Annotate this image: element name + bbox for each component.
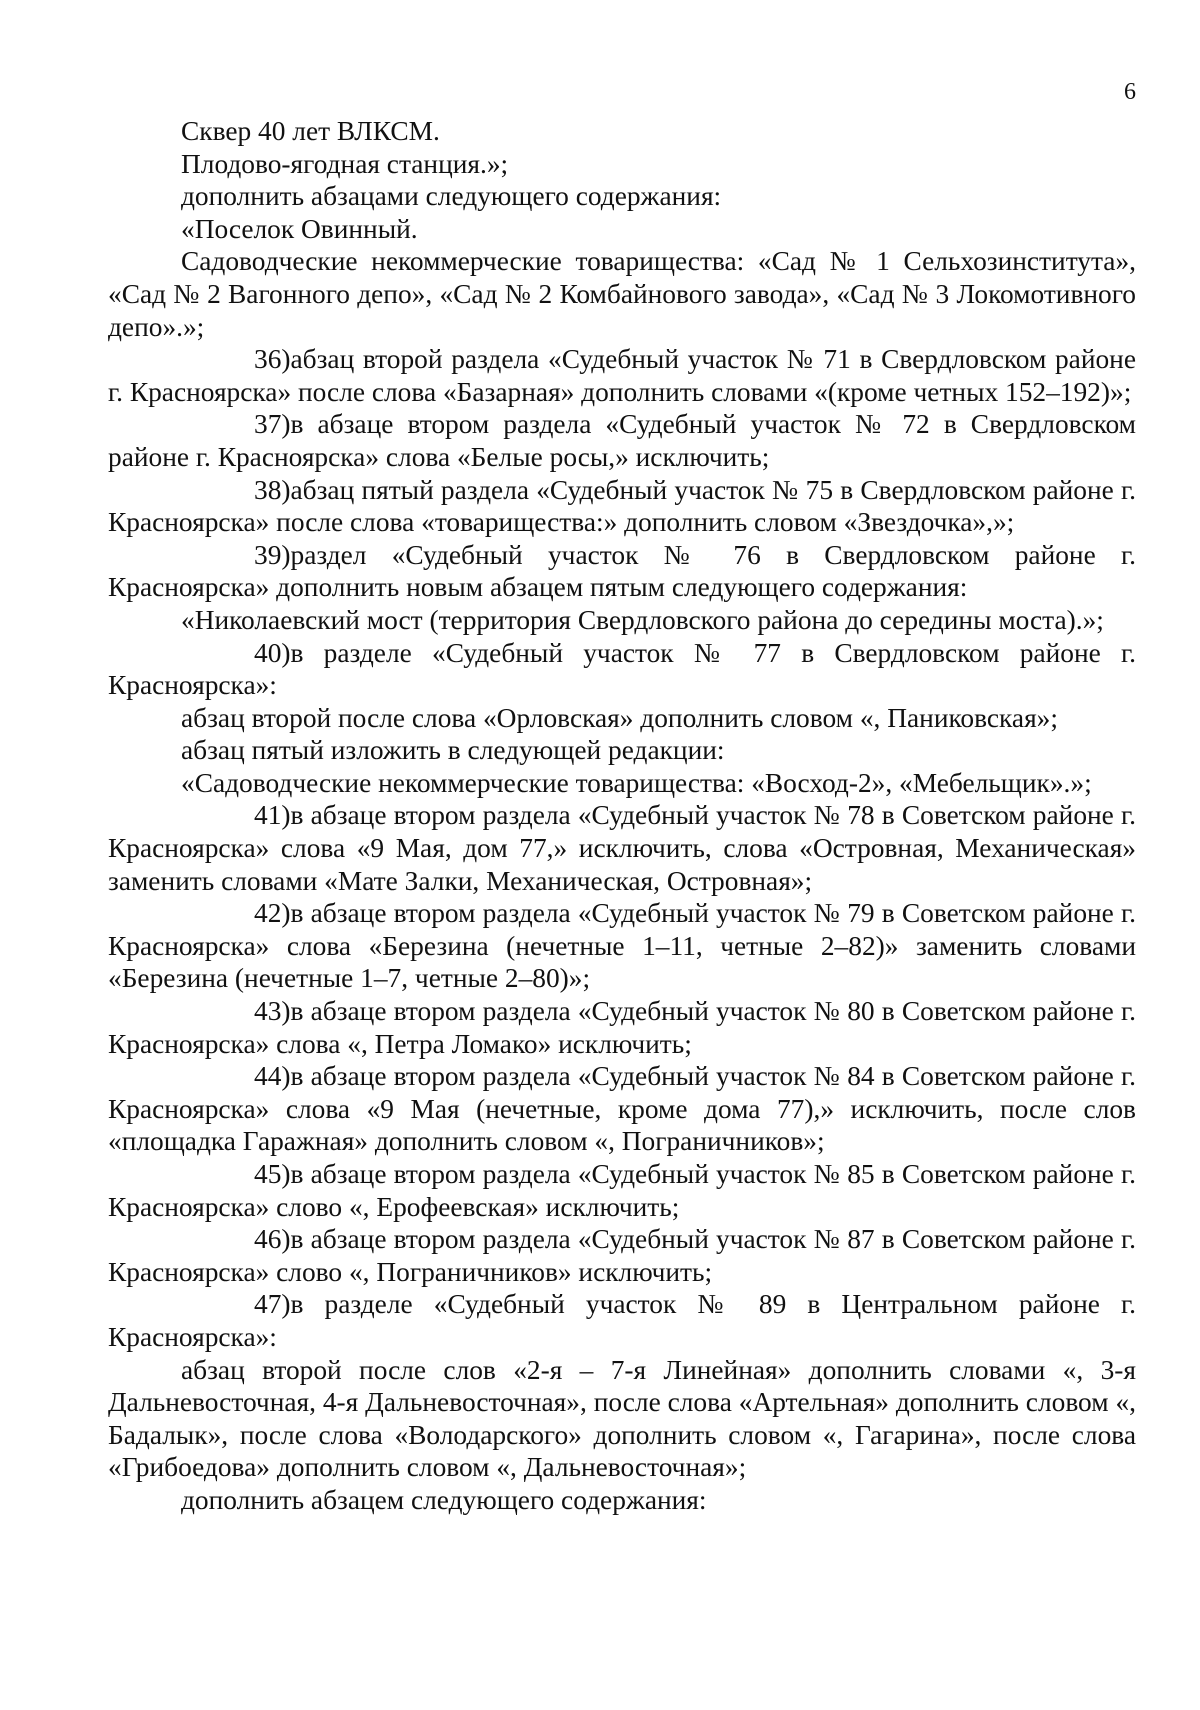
numbered-paragraph — [108, 637, 1136, 702]
item-number: 38) — [254, 474, 291, 505]
numbered-paragraph — [108, 995, 1136, 1060]
numbered-paragraph — [108, 1158, 1136, 1223]
paragraph-text: «Николаевский мост (территория Свердловского района до середины моста).»; — [181, 604, 1104, 635]
paragraph — [108, 702, 1136, 735]
item-number: 47) — [254, 1289, 291, 1320]
numbered-paragraph — [108, 1288, 1136, 1353]
item-number: 46) — [254, 1224, 291, 1255]
item-number: 37) — [254, 409, 291, 440]
paragraph-text: абзац второй после слова «Орловская» дополнить словом «, Паниковская»; — [181, 702, 1058, 733]
numbered-paragraph — [108, 408, 1136, 473]
paragraph-text: Сквер 40 лет ВЛКСМ. — [181, 116, 440, 146]
item-number: 36) — [254, 344, 291, 375]
numbered-paragraph — [108, 1223, 1136, 1288]
paragraph-text: в разделе «Судебный участок № 89 в Центральном районе г. Красноярска»: — [108, 1289, 1136, 1352]
item-number: 43) — [254, 996, 291, 1027]
paragraph-text: в абзаце втором раздела «Судебный участок № 84 в Советском районе г. Красноярска» слова «9 Мая (нечетные, кроме дома 77),» исключить, после слов «площадка Гаражная» дополнить словом «, Пограничников»; — [108, 1061, 1136, 1157]
paragraph-text: в разделе «Судебный участок № 77 в Свердловском районе г. Красноярска»: — [108, 637, 1136, 701]
numbered-paragraph — [108, 539, 1136, 604]
item-number: 41) — [254, 800, 291, 831]
paragraph-text: абзац второй после слов «2-я – 7-я Линейная» дополнить словами «, 3-я Дальневосточная, 4-я Дальневосточная», после слова «Артельная» дополнить словом «, Бадалык», после слова «Володарского» дополнить словом «, Гагарина», после слова «Грибоедова» дополнить словом «, Дальневосточная»; — [108, 1354, 1136, 1483]
paragraph-text: в абзаце втором раздела «Судебный участок № 87 в Советском районе г. Красноярска» слово «, Пограничников» исключить; — [108, 1224, 1136, 1287]
numbered-paragraph — [108, 1060, 1136, 1158]
paragraph-text: абзац второй раздела «Судебный участок № 71 в Свердловском районе г. Красноярска» после слова «Базарная» дополнить словами «(кроме четных 152–192)»; — [108, 344, 1136, 407]
item-number: 40) — [254, 637, 291, 668]
item-number: 39) — [254, 539, 291, 570]
document-body — [108, 115, 1136, 1517]
item-number: 45) — [254, 1159, 291, 1189]
paragraph-text: Плодово-ягодная станция.»; — [181, 148, 509, 179]
paragraph-text: в абзаце втором раздела «Судебный участок № 80 в Советском районе г. Красноярска» слова «, Петра Ломако» исключить; — [108, 996, 1136, 1059]
paragraph — [108, 767, 1136, 800]
paragraph-text: «Поселок Овинный. — [181, 213, 418, 244]
paragraph-text: дополнить абзацами следующего содержания: — [181, 181, 722, 212]
paragraph-text: абзац пятый раздела «Судебный участок № 75 в Свердловском районе г. Красноярска» после слова «товарищества:» дополнить словом «Звездочка»,»; — [108, 474, 1136, 538]
paragraph-text: дополнить абзацем следующего содержания: — [181, 1484, 707, 1515]
item-number: 42) — [254, 898, 291, 929]
numbered-paragraph — [108, 474, 1136, 539]
paragraph — [108, 1354, 1136, 1484]
paragraph-text: Садоводческие некоммерческие товарищества: «Сад № 1 Сельхозинститута», «Сад № 2 Вагонного депо», «Сад № 2 Комбайнового завода», «Сад № 3 Локомотивного депо».»; — [108, 246, 1136, 342]
page-number: 6 — [1124, 79, 1136, 105]
paragraph-text: раздел «Судебный участок № 76 в Свердловском районе г. Красноярска» дополнить новым абзацем пятым следующего содержания: — [108, 539, 1136, 603]
numbered-paragraph — [108, 799, 1136, 897]
paragraph-text: абзац пятый изложить в следующей редакции: — [181, 735, 725, 766]
paragraph — [108, 1484, 1136, 1517]
paragraph — [108, 213, 1136, 246]
paragraph-text: в абзаце втором раздела «Судебный участок № 79 в Советском районе г. Красноярска» слова «Березина (нечетные 1–11, четные 2–82)» заменить словами «Березина (нечетные 1–7, четные 2–80)»; — [108, 898, 1136, 994]
paragraph-text: в абзаце втором раздела «Судебный участок № 78 в Советском районе г. Красноярска» слова «9 Мая, дом 77,» исключить, слова «Островная, Механическая» заменить словами «Мате Залки, Механическая, Островная»; — [108, 800, 1136, 896]
paragraph — [108, 604, 1136, 637]
item-number: 44) — [254, 1061, 291, 1092]
numbered-paragraph — [108, 343, 1136, 408]
paragraph-text: в абзаце втором раздела «Судебный участок № 72 в Свердловском районе г. Красноярска» слова «Белые росы,» исключить; — [108, 409, 1136, 472]
paragraph-text: «Садоводческие некоммерческие товарищества: «Восход-2», «Мебельщик».»; — [181, 767, 1092, 798]
numbered-paragraph — [108, 897, 1136, 995]
paragraph — [108, 734, 1136, 767]
paragraph — [108, 115, 1136, 148]
paragraph — [108, 245, 1136, 343]
paragraph — [108, 180, 1136, 213]
paragraph — [108, 148, 1136, 181]
paragraph-text: в абзаце втором раздела «Судебный участок № 85 в Советском районе г. Красноярска» слово «, Ерофеевская» исключить; — [108, 1159, 1136, 1222]
